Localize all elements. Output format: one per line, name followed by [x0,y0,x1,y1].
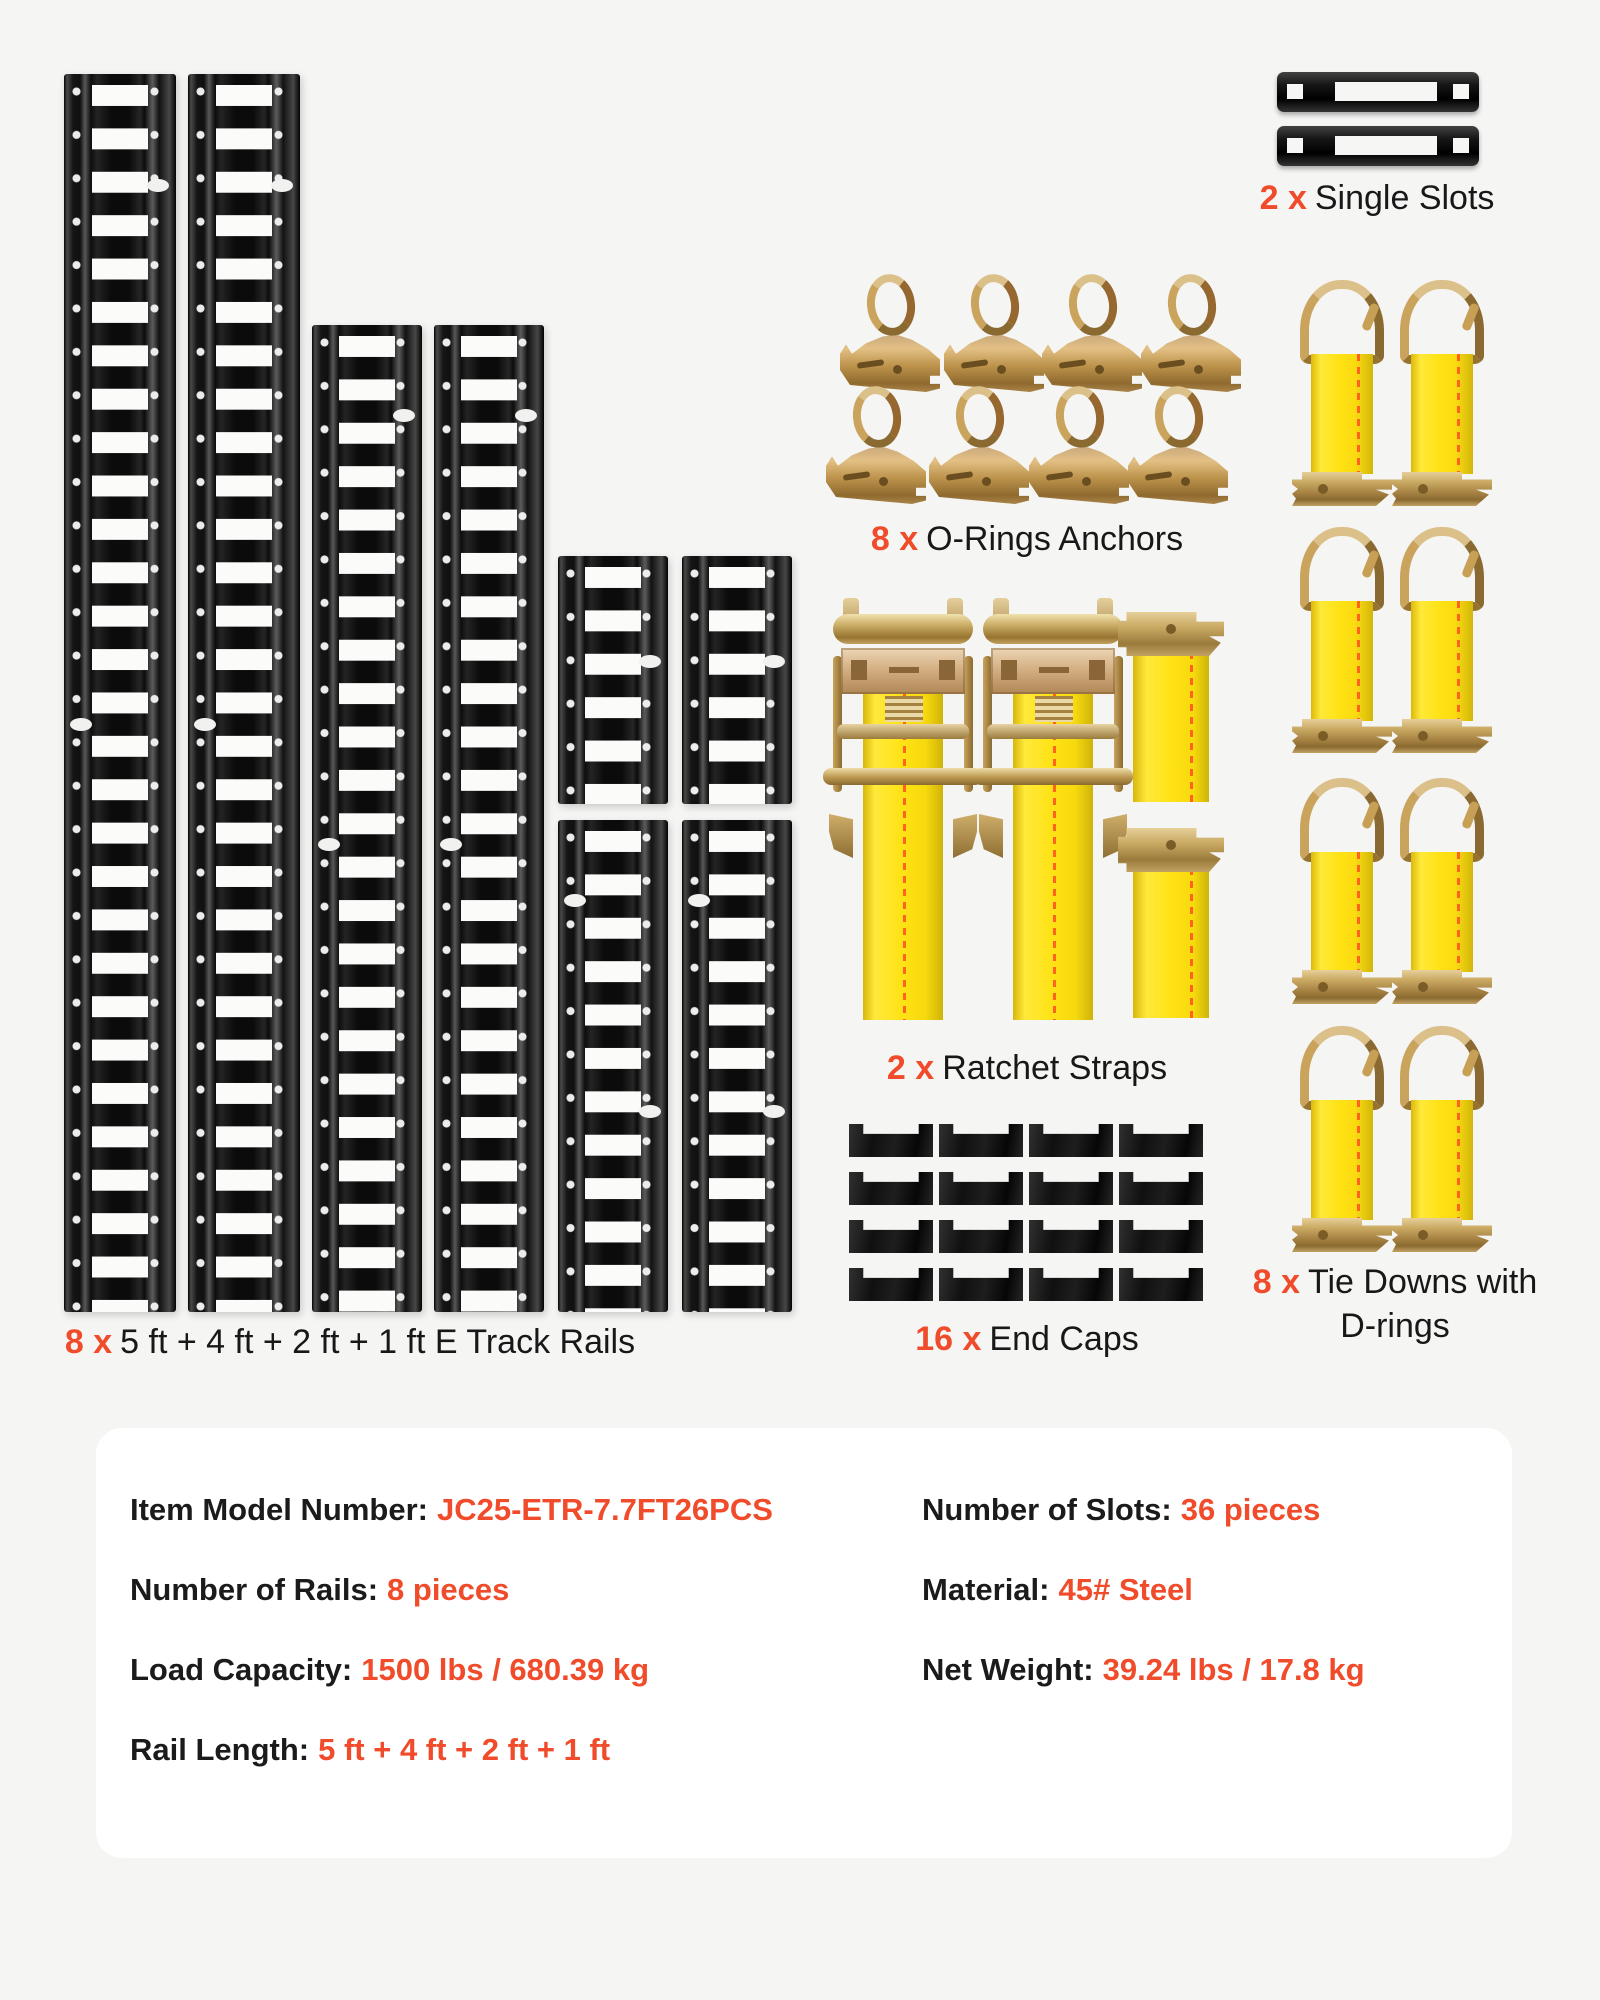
d-ring [1300,280,1384,364]
end-caps-label [915,1318,1139,1361]
etrack-rail-4ft-1 [312,325,422,1312]
etrack-rail-5ft-2 [188,74,300,1312]
strap-end-fitting-2 [1118,828,1224,1024]
end-cap [1119,1220,1203,1253]
o-ring [1052,383,1107,450]
o-ring [849,383,904,450]
spec-value: 39.24 lbs / 17.8 kg [1102,1652,1365,1687]
d-ring [1400,1026,1484,1110]
d-ring [1300,1026,1384,1110]
tie-downs-text-label: Tie Downs with [1308,1263,1538,1301]
spec-row-length [130,1732,610,1768]
oring-anchors-label [871,518,1183,561]
tie-down [1392,778,1492,1004]
anchor-base [826,446,926,504]
rails-count-label: 8 x [64,1323,113,1361]
spec-label: Load Capacity: [130,1652,353,1687]
ratchet-release-bar [837,724,969,739]
end-cap [849,1124,933,1157]
anchor-base [929,446,1029,504]
spec-label: Number of Rails: [130,1572,379,1607]
etrack-rail-1ft-1 [558,556,668,804]
strap-webbing [1133,652,1209,802]
end-cap [939,1172,1023,1205]
spec-value: JC25-ETR-7.7FT26PCS [436,1492,773,1527]
spec-row-weight [922,1652,1365,1688]
single-slot-2 [1277,126,1479,166]
etrack-fitting [1292,719,1392,753]
etrack-fitting [1118,612,1224,656]
end-cap [1029,1268,1113,1301]
tie-down [1392,527,1492,753]
end-cap [1029,1124,1113,1157]
oring-anchors-text-label: O-Rings Anchors [926,520,1184,558]
spec-label: Net Weight: [922,1652,1094,1687]
tie-down [1392,280,1492,506]
oring-anchor [929,384,1029,508]
etrack-rail-2ft-1 [558,820,668,1312]
d-ring [1300,778,1384,862]
single-slot-1 [1277,72,1479,112]
oring-anchor [1042,272,1142,396]
tie-down [1292,778,1392,1004]
ratchet-axle [833,614,973,644]
spec-label: Item Model Number: [130,1492,428,1527]
spec-value: 1500 lbs / 680.39 kg [361,1652,650,1687]
end-cap [849,1220,933,1253]
ratchet-side-hook [829,814,853,858]
end-cap [1119,1172,1203,1205]
o-ring [952,383,1007,450]
ratchet-side-hook [953,814,977,858]
oring-anchor [826,384,926,508]
ratchet-release-bar [987,724,1119,739]
ratchet-side-hook [979,814,1003,858]
strap-end-fitting-1 [1118,612,1224,808]
ratchet-straps-text-label: Ratchet Straps [942,1049,1168,1087]
end-cap [1119,1268,1203,1301]
tie-down-webbing [1411,601,1473,721]
etrack-fitting [1392,472,1492,506]
spec-value: 5 ft + 4 ft + 2 ft + 1 ft [318,1732,611,1767]
etrack-fitting [1292,970,1392,1004]
ratchet-straps-count-label: 2 x [886,1049,935,1087]
spec-row-slots [922,1492,1320,1528]
anchor-base [1128,446,1228,504]
strap-webbing [1133,868,1209,1018]
end-cap [1029,1220,1113,1253]
spec-label: Number of Slots: [922,1492,1172,1527]
etrack-fitting [1118,828,1224,872]
tie-downs-count-label: 8 x [1252,1263,1300,1301]
o-ring [1151,383,1206,450]
etrack-fitting [1392,1218,1492,1252]
ratchet-body-plate [841,648,965,694]
end-cap [849,1172,933,1205]
ratchet-crossbar [973,768,1133,785]
oring-anchor [1029,384,1129,508]
tie-down [1392,1026,1492,1252]
tie-downs-label-line1 [1253,1260,1538,1304]
single-slots-count-label: 2 x [1259,179,1307,217]
rails-label [65,1321,635,1364]
ratchet-spring [1035,696,1073,722]
o-ring [863,271,918,338]
o-ring [1065,271,1120,338]
rails-text-label: 5 ft + 4 ft + 2 ft + 1 ft E Track Rails [120,1323,636,1361]
d-ring [1400,527,1484,611]
tie-down [1292,1026,1392,1252]
end-caps-count-label: 16 x [915,1320,982,1358]
tie-down-webbing [1311,852,1373,972]
tie-down [1292,527,1392,753]
ratchet-body-plate [991,648,1115,694]
end-cap [849,1268,933,1301]
ratchet-webbing [863,694,943,1020]
spec-value: 36 pieces [1180,1492,1321,1527]
etrack-fitting [1392,970,1492,1004]
ratchet-strap-1 [833,598,973,1022]
ratchet-axle [983,614,1123,644]
etrack-rail-5ft-1 [64,74,176,1312]
oring-anchor [1128,384,1228,508]
oring-anchor [944,272,1044,396]
spec-label: Rail Length: [130,1732,310,1767]
o-ring [1164,271,1219,338]
o-ring [967,271,1022,338]
etrack-rail-1ft-2 [682,556,792,804]
d-ring [1400,778,1484,862]
d-ring [1300,527,1384,611]
end-cap [939,1124,1023,1157]
tie-down-webbing [1411,852,1473,972]
tie-downs-label-line2: D-rings [1340,1307,1450,1345]
ratchet-webbing [1013,694,1093,1020]
end-cap [939,1268,1023,1301]
etrack-fitting [1292,472,1392,506]
tie-down [1292,280,1392,506]
single-slots-label [1260,177,1495,220]
etrack-rail-4ft-2 [434,325,544,1312]
ratchet-spring [885,696,923,722]
end-cap [1119,1124,1203,1157]
tie-down-webbing [1411,354,1473,474]
oring-anchor [840,272,940,396]
tie-down-webbing [1311,1100,1373,1220]
end-cap [939,1220,1023,1253]
spec-row-model [130,1492,773,1528]
tie-downs-label [1253,1260,1538,1348]
ratchet-crossbar [823,768,983,785]
oring-anchors-count-label: 8 x [870,520,919,558]
spec-value: 8 pieces [387,1572,510,1607]
tie-down-webbing [1311,354,1373,474]
d-ring [1400,280,1484,364]
spec-row-material [922,1572,1193,1608]
spec-value: 45# Steel [1058,1572,1193,1607]
etrack-fitting [1292,1218,1392,1252]
oring-anchor [1141,272,1241,396]
etrack-rail-2ft-2 [682,820,792,1312]
spec-label: Material: [922,1572,1050,1607]
spec-row-load [130,1652,649,1688]
end-caps-text-label: End Caps [989,1320,1139,1358]
end-cap [1029,1172,1113,1205]
spec-row-rails [130,1572,509,1608]
ratchet-straps-label [887,1047,1167,1090]
single-slots-text-label: Single Slots [1314,179,1495,217]
anchor-base [1029,446,1129,504]
tie-down-webbing [1411,1100,1473,1220]
tie-down-webbing [1311,601,1373,721]
ratchet-strap-2 [983,598,1123,1022]
etrack-fitting [1392,719,1492,753]
